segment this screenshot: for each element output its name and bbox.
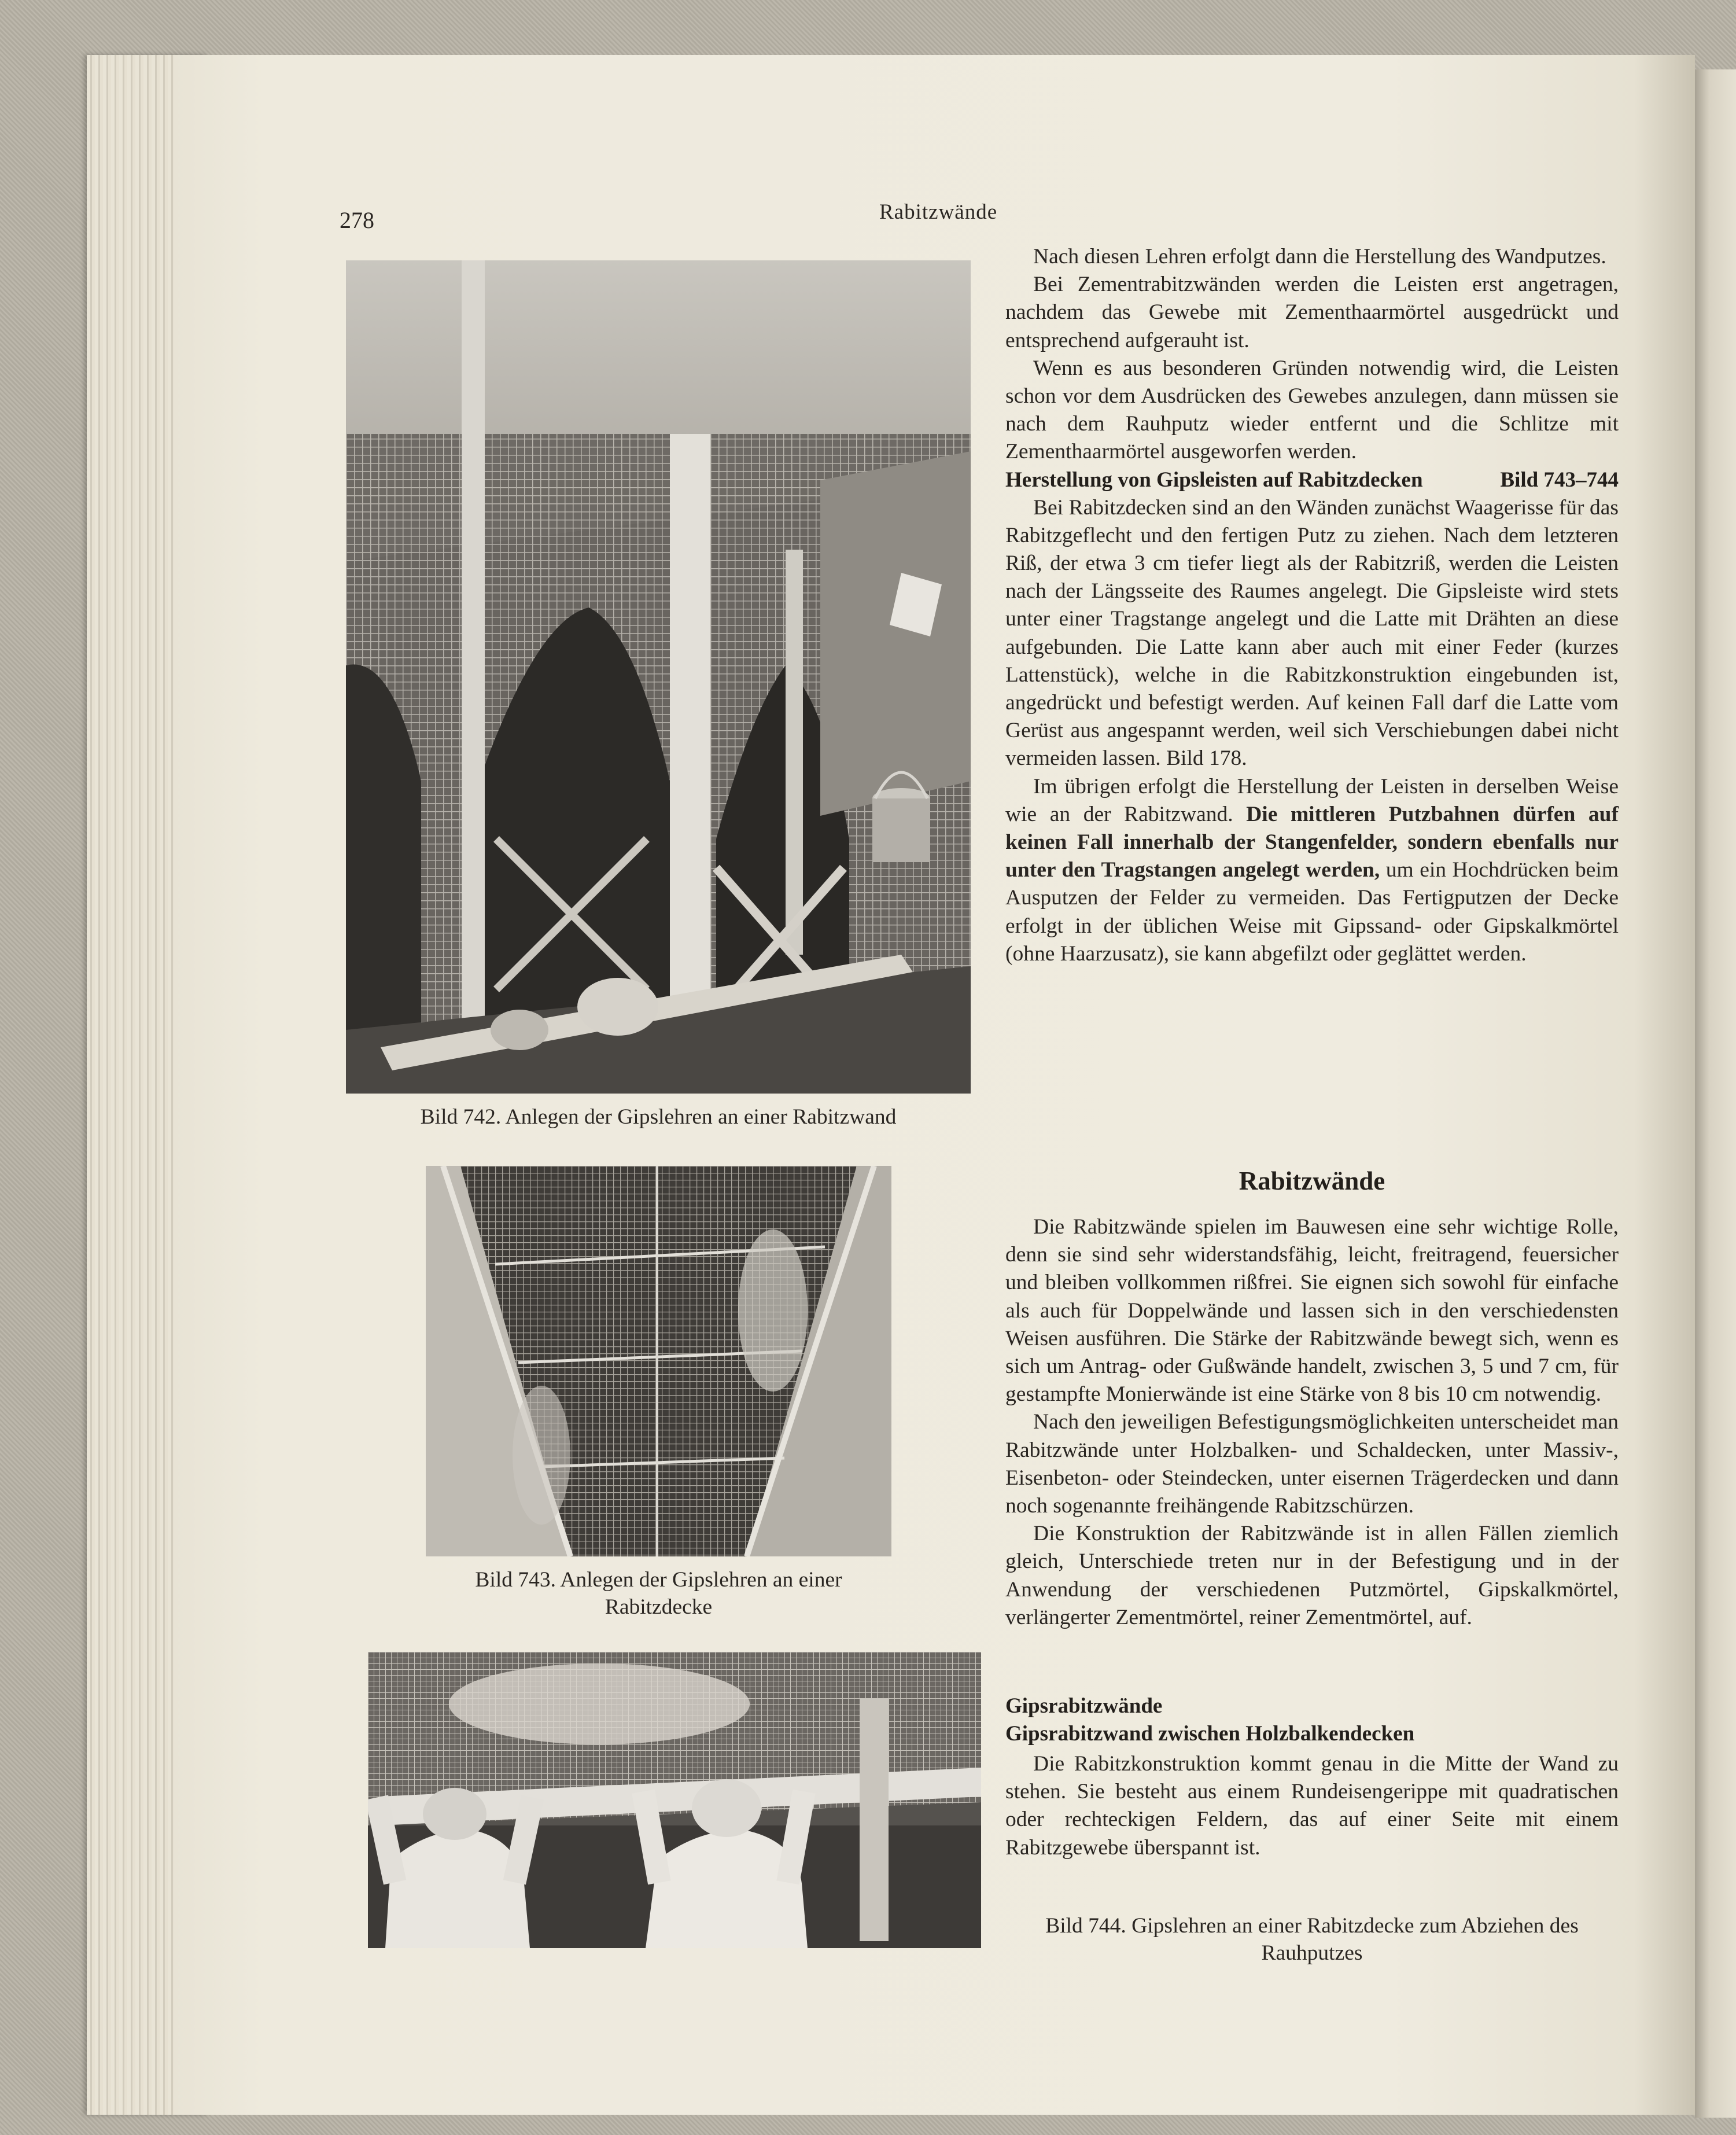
paragraph-5-end: um ein Hochdrücken beim Ausputzen der Felder zu vermeiden. Das Fertigputzen der Decke erfolgt in der üblichen Weise mit Gipssand- oder Gipskalkmörtel (ohne Haarzusatz), sie kann abgefilzt oder geglättet werden. <box>1005 858 1619 966</box>
running-head: Rabitzwände <box>879 200 998 224</box>
subheading-gipsleisten <box>1005 466 1619 494</box>
paragraph-2: Bei Zementrabitzwänden werden die Leisten erst angetragen, nachdem das Gewebe mit Zementhaarmörtel ausgedrückt und entsprechend aufgerauht ist. <box>1005 273 1619 352</box>
figure-744-caption-line2: Rauhputzes <box>1261 1941 1363 1965</box>
column-text-section <box>1005 1213 1619 1632</box>
figure-742-caption: Bild 742. Anlegen der Gipslehren an einer Rabitzwand <box>420 1105 897 1129</box>
figure-743-caption-line1: Bild 743. Anlegen der Gipslehren an einer <box>475 1568 842 1592</box>
figure-744-photo <box>368 1652 981 1948</box>
paragraph-8: Die Konstruktion der Rabitzwände ist in allen Fällen ziemlich gleich, Unterschiede treten nur in der Befestigung und in der Anwendung der verschiedenen Putzmörtel, Gipskalkmörtel, verlängerter Zementmörtel, reiner Zementmörtel, auf. <box>1005 1522 1619 1629</box>
subheading-gipsleisten-title: Herstellung von Gipsleisten auf Rabitzdecken <box>1005 468 1423 492</box>
book-page <box>174 55 1695 2115</box>
figure-742-photo <box>346 260 971 1094</box>
subheading-gipsrabitzwaende: Gipsrabitzwände <box>1005 1694 1163 1718</box>
section-title: Rabitzwände <box>1239 1166 1385 1195</box>
paragraph-5-emphasis: Die mittleren Putzbahnen dürfen auf keinen Fall innerhalb der Stangenfelder, sondern ebenfalls nur unter den Tragstangen angelegt werden, <box>1005 802 1619 882</box>
subheading-holzbalkendecken: Gipsrabitzwand zwischen Holzbalkendecken <box>1005 1722 1415 1746</box>
paragraph-5-start: Im übrigen erfolgt die Herstellung der Leisten in derselben Weise wie an der Rabitzwand. <box>1005 774 1619 826</box>
figure-743-photo <box>426 1166 891 1556</box>
paragraph-6: Die Rabitzwände spielen im Bauwesen eine sehr wichtige Rolle, denn sie sind sehr widerstandsfähig, leicht, freitragend, feuersicher und bleiben vollkommen rißfrei. Sie eignen sich sowohl für einfache als auch für Doppelwände und lassen sich in den verschiedensten Weisen ausführen. Die Stärke der Rabitzwände bewegt sich, wenn es sich um Antrag- oder Gußwände handelt, zwischen 3, 5 und 7 cm, für gestampfte Monierwände ist eine Stärke von 8 bis 10 cm notwendig. <box>1005 1215 1619 1407</box>
page-number: 278 <box>340 207 374 233</box>
subheading-gipsleisten-ref: Bild 743–744 <box>1500 468 1619 492</box>
paragraph-3: Wenn es aus besonderen Gründen notwendig wird, die Leisten schon vor dem Ausdrücken des Gewebes anzulegen, dann müssen sie nach dem Rauhputz wieder entfernt und die Schlitze mit Zementhaarmörtel ausgeworfen werden. <box>1005 356 1619 464</box>
paragraph-4: Bei Rabitzdecken sind an den Wänden zunächst Waagerisse für das Rabitzgeflecht und den fertigen Putz zu ziehen. Nach dem letzteren Riß, der etwa 3 cm tiefer liegt als der Rabitzriß, werden die Leisten nach der Längsseite des Raumes angelegt. Die Gipsleiste wird stets unter einer Tragstange angelegt und die Latte mit Drähten an diese aufgebunden. Die Latte kann aber auch mit einer Feder (kurzes Lattenstück), welche in die Rabitzkonstruktion eingebunden ist, angedrückt und befestigt werden. Auf keinen Fall darf die Latte vom Gerüst aus angespannt werden, weil sich Verschiebungen dabei nicht vermeiden lassen. Bild 178. <box>1005 495 1619 771</box>
column-text-top <box>1005 243 1619 968</box>
figure-743-caption-line2: Rabitzdecke <box>605 1595 713 1619</box>
paragraph-9: Die Rabitzkonstruktion kommt genau in die Mitte der Wand zu stehen. Sie besteht aus einem Rundeisengerippe mit quadratischen oder rechteckigen Feldern, das auf einer Seite mit einem Rabitzgewebe überspannt ist. <box>1005 1752 1619 1860</box>
paragraph-5 <box>1005 773 1619 968</box>
figure-744-caption-line1: Bild 744. Gipslehren an einer Rabitzdecke zum Abziehen des <box>1045 1914 1579 1938</box>
paragraph-1: Nach diesen Lehren erfolgt dann die Herstellung des Wandputzes. <box>1033 245 1606 268</box>
facing-page-edge <box>1695 69 1736 2118</box>
paragraph-7: Nach den jeweiligen Befestigungsmöglichkeiten unterscheidet man Rabitzwände unter Holzbalken- und Schaldecken, unter Massiv-, Eisenbeton- oder Steindecken, unter eisernen Trägerdecken und dann noch sogenannte freihängende Rabitzschürzen. <box>1005 1410 1619 1518</box>
column-text-bottom <box>1005 1750 1619 1862</box>
